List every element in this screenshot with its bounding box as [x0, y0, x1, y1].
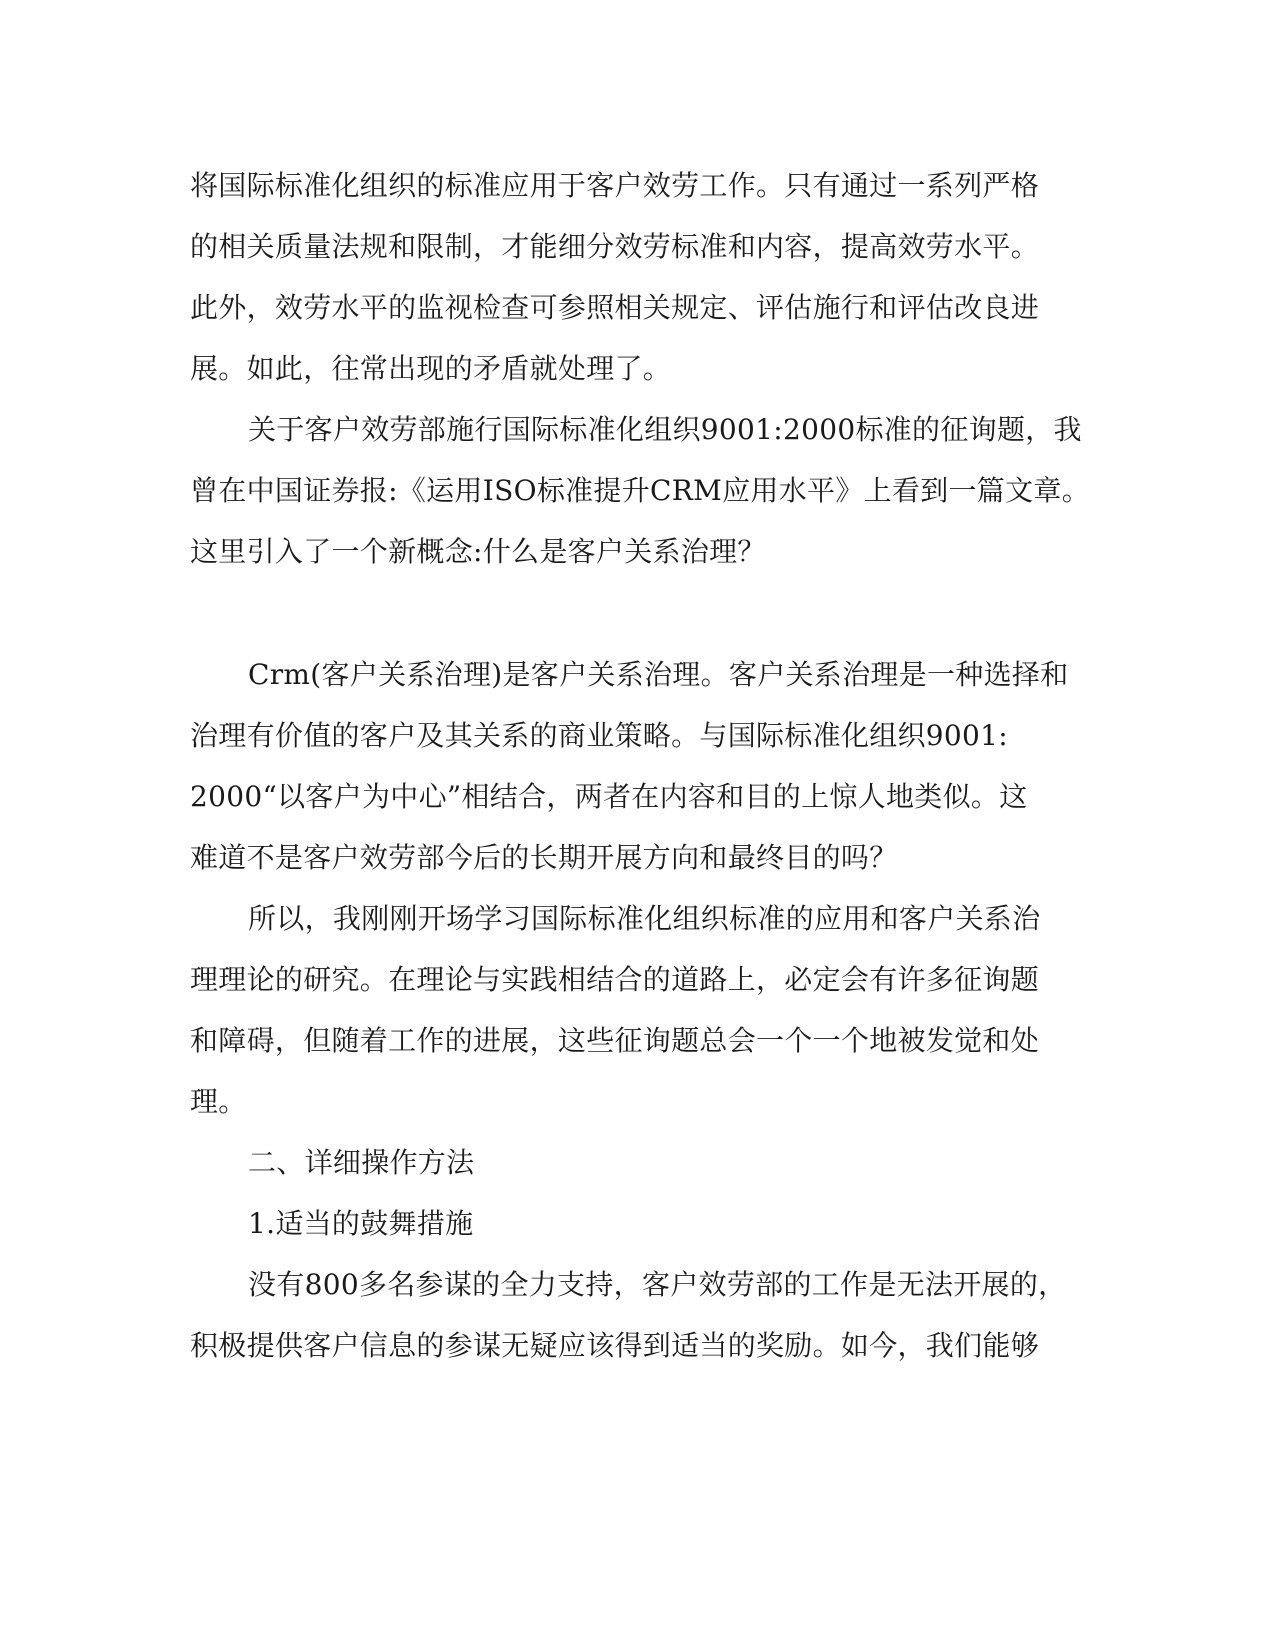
paragraph-line: 关于客户效劳部施行国际标准化组织9001:2000标准的征询题，我 [248, 413, 1082, 446]
paragraph-line: 将国际标准化组织的标准应用于客户效劳工作。只有通过一系列严格 [190, 169, 1040, 202]
paragraph-line: 曾在中国证券报:《运用ISO标准提升CRM应用水平》上看到一篇文章。 [190, 474, 1091, 507]
paragraph-line: 难道不是客户效劳部今后的长期开展方向和最终目的吗？ [190, 841, 898, 874]
paragraph-line: Crm(客户关系治理)是客户关系治理。客户关系治理是一种选择和 [248, 658, 1069, 691]
paragraph-line: 和障碍，但随着工作的进展，这些征询题总会一个一个地被发觉和处 [190, 1024, 1040, 1057]
paragraph-line: 治理有价值的客户及其关系的商业策略。与国际标准化组织9001: [190, 719, 1008, 752]
paragraph-line: 所以，我刚刚开场学习国际标准化组织标准的应用和客户关系治 [248, 902, 1041, 935]
paragraph-line: 理理论的研究。在理论与实践相结合的道路上，必定会有许多征询题 [190, 963, 1040, 996]
paragraph-line: 展。如此，往常出现的矛盾就处理了。 [190, 352, 672, 385]
paragraph-line: 2000“以客户为中心”相结合，两者在内容和目的上惊人地类似。这 [190, 780, 1028, 813]
paragraph-line: 积极提供客户信息的参谋无疑应该得到适当的奖励。如今，我们能够 [190, 1329, 1040, 1362]
section-heading: 二、详细操作方法 [248, 1146, 475, 1179]
paragraph-line: 这里引入了一个新概念:什么是客户关系治理？ [190, 535, 766, 568]
paragraph-line: 此外，效劳水平的监视检查可参照相关规定、评估施行和评估改良进 [190, 291, 1040, 324]
paragraph-line: 理。 [190, 1085, 247, 1118]
subsection-heading: 1.适当的鼓舞措施 [248, 1207, 474, 1240]
paragraph-line: 的相关质量法规和限制，才能细分效劳标准和内容，提高效劳水平。 [190, 230, 1040, 263]
paragraph-line: 没有800多名参谋的全力支持，客户效劳部的工作是无法开展的， [248, 1268, 1067, 1301]
